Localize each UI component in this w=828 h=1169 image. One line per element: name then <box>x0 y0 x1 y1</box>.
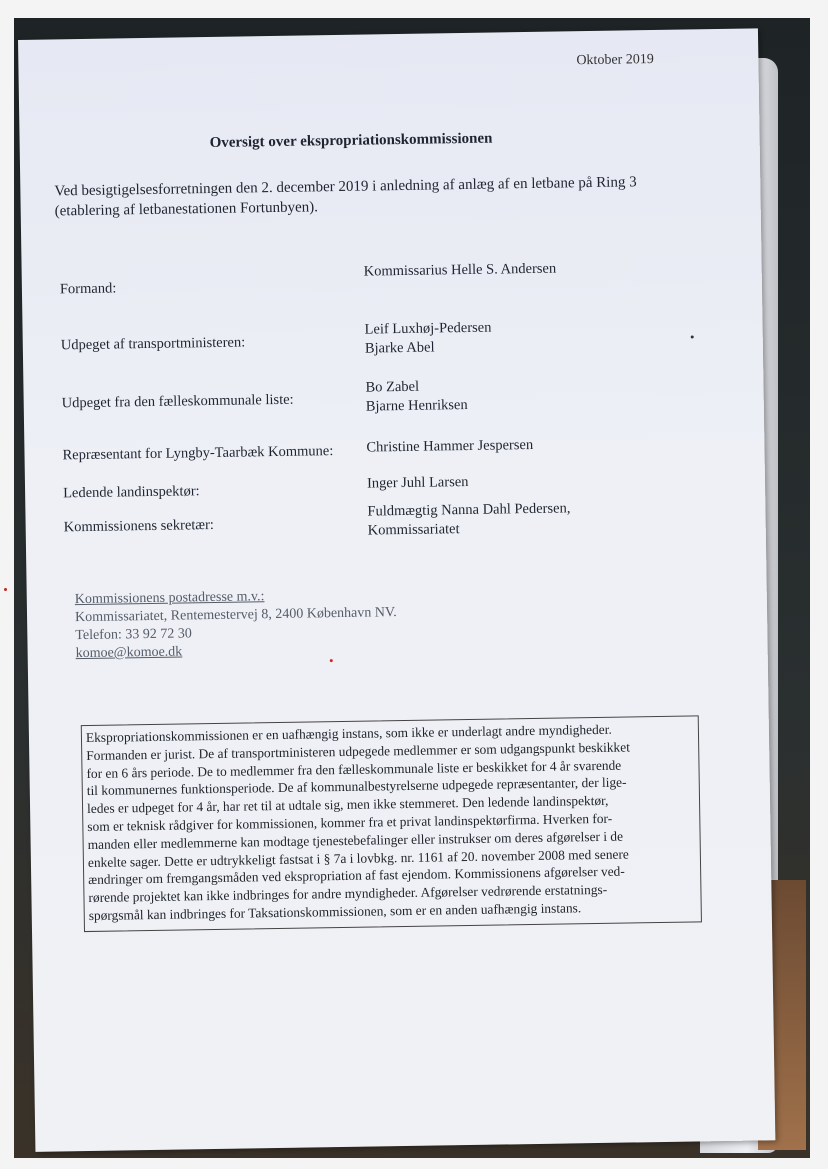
intro-line: (etablering af letbanestationen Fortunbyen). <box>54 199 319 220</box>
info-line: Formanden er jurist. De af transportministeren udpegede medlemmer er som udgangspunkt beskikket <box>86 739 630 763</box>
role-label-representative: Repræsentant for Lyngby-Taarbæk Kommune: <box>62 443 334 464</box>
address-line: Kommissariatet, Rentemestervej 8, 2400 København NV. <box>74 605 397 626</box>
info-box <box>81 715 702 931</box>
info-line: som er teknisk rådgiver for kommissionen, kommer fra et privat landinspektørfirma. Hverken for- <box>87 810 613 834</box>
role-name: Bo Zabel <box>365 378 420 396</box>
intro-line: Ved besigtigelsesforretningen den 2. december 2019 i anledning af anlæg af en letbane på Ring 3 <box>54 174 637 200</box>
role-value-representative <box>366 436 533 458</box>
role-value-surveyor <box>367 473 469 494</box>
document-page <box>18 28 775 1151</box>
role-name: Inger Juhl Larsen <box>366 473 469 492</box>
info-line: ændringer om fremgangsmåden ved ekspropriation af fast ejendom. Kommissionens afgørelser ved- <box>88 863 625 888</box>
info-line: enkelte sager. Dette er udtrykkeligt fastsat i § 7a i lovbkg. nr. 1161 af 20. november 2008 med senere <box>87 846 629 870</box>
info-line: Ekspropriationskommissionen er en uafhængig instans, som ikke er underlagt andre myndigheder. <box>85 721 612 746</box>
role-label-transport: Udpeget af transportministeren: <box>60 334 246 354</box>
role-name: Leif Luxhøj-Pedersen <box>364 319 492 338</box>
email-link[interactable]: komoe@komoe.dk <box>75 644 183 662</box>
intro-paragraph <box>54 172 637 221</box>
role-name: Fuldmægtig Nanna Dahl Pedersen, <box>367 500 571 520</box>
dust-speck <box>330 659 333 662</box>
role-value-secretary <box>367 499 571 540</box>
postal-address <box>75 586 398 663</box>
document-title: Oversigt over ekspropriationskommissionen <box>209 130 493 152</box>
role-name: Christine Hammer Jespersen <box>366 436 534 456</box>
role-value-municipal <box>365 377 467 417</box>
role-label-chair: Formand: <box>59 280 117 298</box>
role-label-surveyor: Ledende landinspektør: <box>63 483 200 502</box>
role-name: Kommissariatet <box>367 521 460 539</box>
dust-speck <box>691 335 694 338</box>
role-label-secretary: Kommissionens sekretær: <box>63 516 215 536</box>
dust-speck <box>4 588 7 591</box>
document-date: Oktober 2019 <box>576 52 654 69</box>
info-line: spørgsmål kan indbringes for Taksationskommissionen, som er en anden uafhængig instans. <box>88 900 582 923</box>
role-value-transport <box>364 319 491 359</box>
address-heading: Kommissionens postadresse m.v.: <box>74 589 265 608</box>
info-line: ledes er udpeget for 4 år, har ret til at udtale sig, men ikke stemmeret. Den ledende landinspektør, <box>86 793 609 817</box>
role-name: Kommissarius Helle S. Andersen <box>363 260 557 280</box>
info-line: til kommunernes funktionsperiode. De af kommunalbestyrelserne udpegede repræsentanter, der lige- <box>86 774 627 799</box>
info-line: manden eller medlemmerne kan modtage tjenestebefalinger eller instrukser om deres afgørelser i de <box>87 828 624 852</box>
info-line: for en 6 års periode. De to medlemmer fra den fælleskommunale liste er beskikket for 4 år svarende <box>86 757 622 781</box>
role-name: Bjarne Henriksen <box>365 396 468 415</box>
info-line: rørende projektet kan ikke indbringes for andre myndigheder. Afgørelser vedrørende erstatnings- <box>88 882 608 906</box>
role-name: Bjarke Abel <box>364 339 435 357</box>
role-value-chair <box>364 260 557 282</box>
phone-number: Telefon: 33 92 72 30 <box>75 626 192 644</box>
role-label-municipal: Udpeget fra den fælleskommunale liste: <box>61 391 294 412</box>
